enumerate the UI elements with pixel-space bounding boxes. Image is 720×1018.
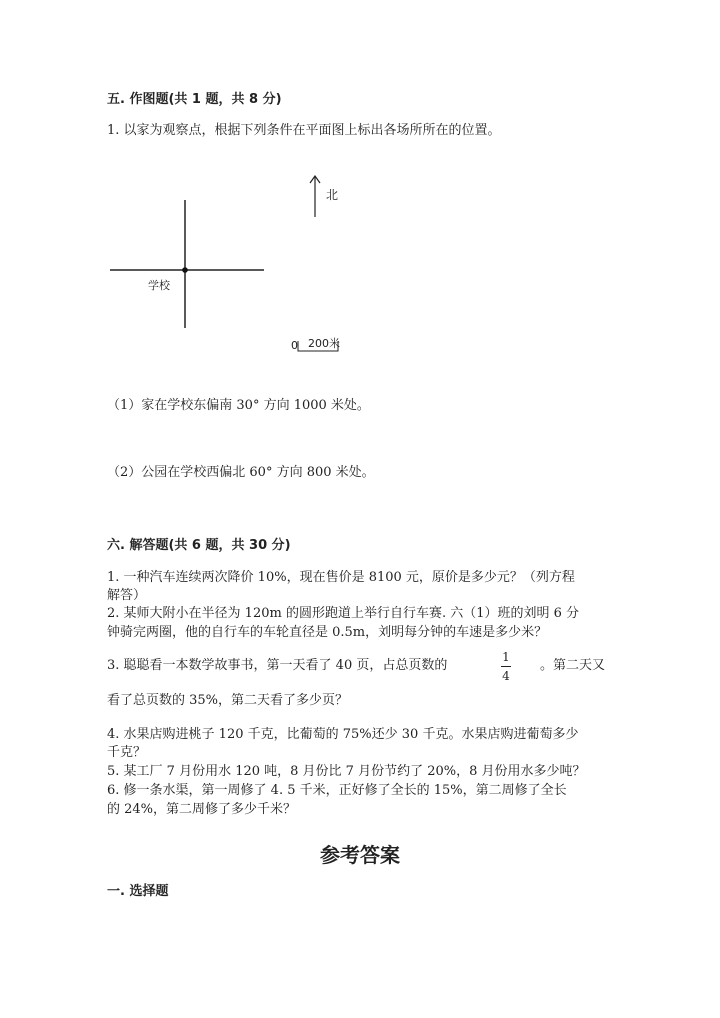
answer-key-title: 参考答案 xyxy=(320,843,400,867)
question-6-3-part2: 。第二天又 xyxy=(540,658,606,673)
scale-length-label: 200米 xyxy=(308,337,340,350)
scale-zero-label: 0 xyxy=(291,339,298,352)
question-6-5: 5. 某工厂 7 月份用水 120 吨，8 月份比 7 月份节约了 20%，8 月份用水多少吨？ xyxy=(107,764,586,779)
fraction-denominator: 4 xyxy=(502,669,510,683)
question-6-6-line1: 6. 修一条水渠，第一周修了 4. 5 千米，正好修了全长的 15%，第二周修了全长 xyxy=(107,783,567,798)
north-label: 北 xyxy=(326,188,339,202)
sub-question-2: （2）公园在学校西偏北 60° 方向 800 米处。 xyxy=(107,465,375,480)
north-arrow-icon xyxy=(310,176,320,217)
sub-question-1: （1）家在学校东偏南 30° 方向 1000 米处。 xyxy=(107,398,370,413)
question-5-1: 1. 以家为观察点，根据下列条件在平面图上标出各场所所在的位置。 xyxy=(107,123,501,138)
school-point xyxy=(182,267,188,273)
question-6-2-line1: 2. 某师大附小在半径为 120m 的圆形跑道上举行自行车赛. 六（1）班的刘明 6 分 xyxy=(107,606,580,621)
section-5-heading: 五. 作图题(共 1 题，共 8 分) xyxy=(107,92,282,107)
fraction-numerator: 1 xyxy=(502,650,510,664)
question-6-3-part1: 3. 聪聪看一本数学故事书，第一天看了 40 页，占总页数的 xyxy=(107,658,448,673)
answer-section-1-heading: 一. 选择题 xyxy=(107,884,169,899)
coordinate-diagram xyxy=(100,165,360,365)
school-label: 学校 xyxy=(148,279,170,292)
question-6-6-line2: 的 24%，第二周修了多少千米？ xyxy=(107,802,297,817)
question-6-2-line2: 钟骑完两圈，他的自行车的车轮直径是 0.5m，刘明每分钟的车速是多少米？ xyxy=(107,625,548,640)
section-6-heading: 六. 解答题(共 6 题，共 30 分) xyxy=(107,538,291,553)
question-6-1-line1: 1. 一种汽车连续两次降价 10%，现在售价是 8100 元，原价是多少元？（列方程 xyxy=(107,570,575,585)
question-6-4-line1: 4. 水果店购进桃子 120 千克，比葡萄的 75%还少 30 千克。水果店购进葡萄多少 xyxy=(107,727,579,742)
question-6-3-line2: 看了总页数的 35%，第二天看了多少页？ xyxy=(107,693,349,708)
question-6-1-line2: 解答） xyxy=(107,588,147,603)
question-6-4-line2: 千克？ xyxy=(107,745,147,760)
fraction-one-quarter xyxy=(498,650,514,683)
